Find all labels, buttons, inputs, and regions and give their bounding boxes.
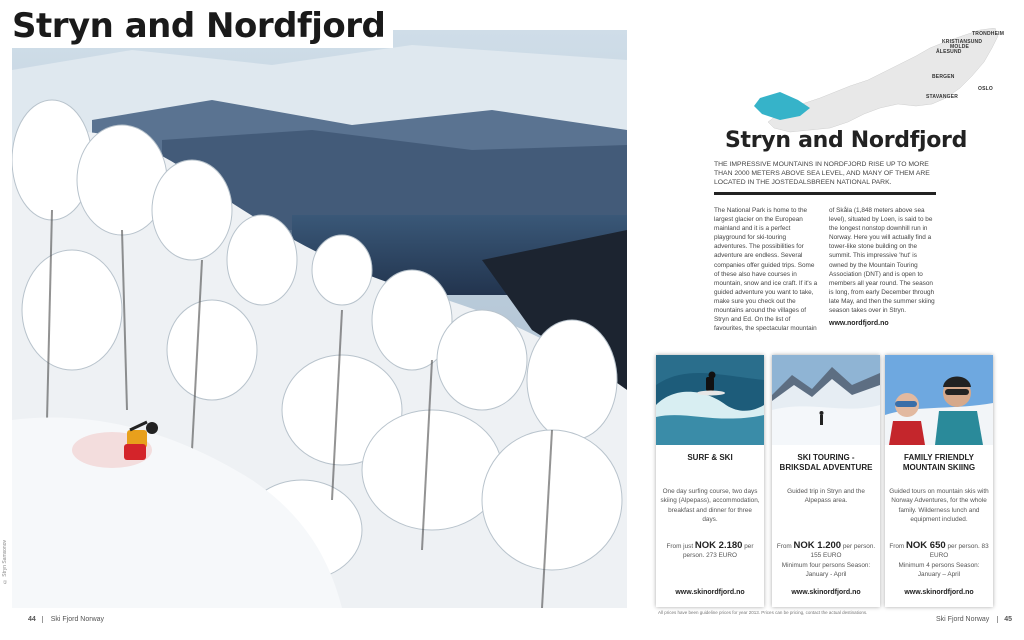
photo-credit: © Stryn Samsonov [2,540,8,585]
card-description: Guided trip in Stryn and the Alpepass area. [787,488,865,505]
card-title: SURF & SKI [687,453,733,462]
card-link[interactable]: www.skinordfjord.no [675,589,745,596]
price-extra: Minimum four persons Season: January - April [781,561,871,578]
price-value: NOK 1.200 [793,540,842,551]
map-city-label: MOLDE [950,44,970,50]
map-city-label: KRISTIANSUND [942,39,983,45]
price-prefix: From just [666,543,694,550]
price-value: NOK 650 [906,540,946,551]
card-price [776,541,876,579]
map-city-label: OSLO [978,86,993,92]
price-extra: Minimum 4 persons Season: January – April [898,561,980,578]
offer-card-ski-touring[interactable] [772,355,880,607]
nordfjord-link[interactable]: www.nordfjord.no [829,320,889,328]
page-title: Stryn and Nordfjord [8,6,393,48]
body-column-2 [829,206,935,328]
family-skiing-photo [885,355,993,445]
surf-photo [656,355,764,445]
card-price [889,541,989,579]
map-city-label: TRONDHEIM [972,31,1005,37]
body-column-1: The National Park is home to the largest glacier on the European mainland and it is a perfect playground for ski-touring adventures. The possibilities for adventure are endless. Several companies offer guided trips. Some of these also have courses in mountain, snow and ice craft. If it's a guided adventure you want to take, make sure you check out the mountains around the villages of Stryn and Ed. On the list of favourites, the spectacular mountain [714,207,818,333]
price-prefix: From [776,543,792,550]
divider-rule [714,192,936,195]
price-suffix: per person. 273 EURO [683,543,754,560]
price-suffix: per person. 83 EURO [929,543,989,560]
card-description: Guided tours on mountain skis with Norway Adventures, for the whole family. Wilderness lunch and equipment included. [889,488,989,523]
price-value: NOK 2.180 [694,540,743,551]
right-page-number: 45 [997,616,1012,623]
ski-touring-photo [772,355,880,445]
offer-card-family-skiing[interactable] [885,355,993,607]
card-link[interactable]: www.skinordfjord.no [904,589,974,596]
card-title: SKI TOURING - BRIKSDAL ADVENTURE [779,453,873,472]
skier-photo [12,30,627,608]
right-folio [936,616,1012,623]
card-link[interactable]: www.skinordfjord.no [791,589,861,596]
left-folio [28,616,104,623]
map-city-label: ÅLESUND [936,49,962,55]
left-page-number: 44 [28,616,43,623]
intro-text: THE IMPRESSIVE MOUNTAINS IN NORDFJORD RISE UP TO MORE THAN 2000 METERS ABOVE SEA LEVEL, AND MANY OF THEM ARE LOCATED IN THE JOSTEDALSBREEN NATIONAL PARK. [714,161,930,186]
price-suffix: per person. 155 EURO [810,543,876,560]
card-title: FAMILY FRIENDLY MOUNTAIN SKIING [902,453,976,472]
section-title: Stryn and Nordfjord [725,128,968,153]
map-city-label: BERGEN [932,74,955,80]
left-publication: Ski Fjord Norway [50,616,105,623]
body-column-2-text: of Skåla (1,848 meters above sea level), situated by Loen, is said to be the longest nonstop downhill run in Norway. Here you will actually find a tower-like stone building on the summit. This impressive 'hut' is owned by the Mountain Touring Association (DNT) and is open to members all year round. The season is long, from early December through late May, and then the summer skiing season takes over in Stryn. [829,207,935,315]
card-price [660,541,760,561]
right-publication: Ski Fjord Norway [936,616,990,623]
price-prefix: From [889,543,905,550]
card-description: One day surfing course, two days skiing (Alpepass), accommodation, breakfast and dinner for three days. [660,488,760,523]
price-disclaimer: All prices have been guideline prices for year 2013. Prices can be pricing, contact the actual destinations. [658,610,868,615]
offer-card-surf-ski[interactable] [656,355,764,607]
map-city-label: STAVANGER [926,94,959,100]
